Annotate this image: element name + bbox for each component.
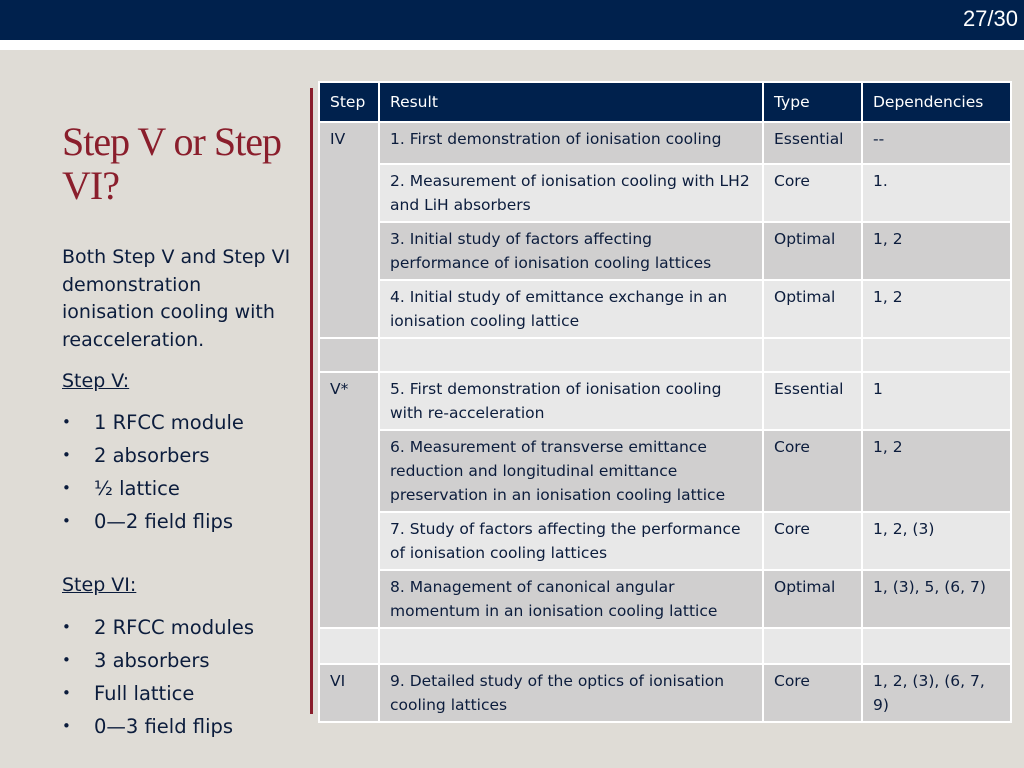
type-cell: Core	[763, 512, 862, 570]
deps-cell: 1	[862, 372, 1011, 430]
result-cell: 7. Study of factors affecting the performance of ionisation cooling lattices	[379, 512, 763, 570]
step-vi-bullet-list	[62, 611, 254, 743]
table-header-row	[319, 82, 1011, 122]
bullet-item: • ½ lattice	[62, 472, 244, 505]
deps-cell: --	[862, 122, 1011, 164]
header-step: Step	[319, 82, 379, 122]
result-cell: 5. First demonstration of ionisation cooling with re-acceleration	[379, 372, 763, 430]
result-cell: 9. Detailed study of the optics of ionisation cooling lattices	[379, 664, 763, 722]
bullet-item: • 0—3 field flips	[62, 710, 254, 743]
deps-cell: 1, (3), 5, (6, 7)	[862, 570, 1011, 628]
vertical-divider	[310, 88, 313, 714]
bullet-item: • Full lattice	[62, 677, 254, 710]
table-row	[319, 570, 1011, 628]
table-row	[319, 222, 1011, 280]
top-banner-stripe	[0, 40, 1024, 50]
step-v-bullet-list	[62, 406, 244, 538]
bullet-item: • 1 RFCC module	[62, 406, 244, 439]
type-cell: Essential	[763, 372, 862, 430]
results-table	[318, 81, 1012, 723]
step-cell: VI	[319, 664, 379, 722]
header-dependencies: Dependencies	[862, 82, 1011, 122]
step-cell: V*	[319, 372, 379, 628]
table-row	[319, 512, 1011, 570]
table-row	[319, 430, 1011, 512]
step-vi-heading: Step VI:	[62, 574, 137, 596]
bullet-item: • 2 absorbers	[62, 439, 244, 472]
top-banner	[0, 0, 1024, 40]
header-result: Result	[379, 82, 763, 122]
table-spacer-row	[319, 338, 1011, 372]
step-cell: IV	[319, 122, 379, 338]
bullet-item: • 2 RFCC modules	[62, 611, 254, 644]
deps-cell: 1, 2, (3), (6, 7, 9)	[862, 664, 1011, 722]
type-cell: Core	[763, 430, 862, 512]
deps-cell: 1, 2	[862, 222, 1011, 280]
table-spacer-row	[319, 628, 1011, 664]
intro-text: Both Step V and Step VI demonstration ionisation cooling with reacceleration.	[62, 246, 291, 351]
slide-number: 27/30	[962, 6, 1018, 31]
deps-cell: 1, 2, (3)	[862, 512, 1011, 570]
deps-cell: 1, 2	[862, 280, 1011, 338]
result-cell: 2. Measurement of ionisation cooling with LH2 and LiH absorbers	[379, 164, 763, 222]
bullet-item: • 3 absorbers	[62, 644, 254, 677]
step-v-heading: Step V:	[62, 370, 130, 392]
type-cell: Optimal	[763, 280, 862, 338]
result-cell: 3. Initial study of factors affecting performance of ionisation cooling lattices	[379, 222, 763, 280]
table-row	[319, 280, 1011, 338]
result-cell: 1. First demonstration of ionisation cooling	[379, 122, 763, 164]
type-cell: Core	[763, 164, 862, 222]
slide-title: Step V or Step VI?	[62, 119, 281, 208]
bullet-item: • 0—2 field flips	[62, 505, 244, 538]
deps-cell: 1, 2	[862, 430, 1011, 512]
type-cell: Core	[763, 664, 862, 722]
table-row	[319, 372, 1011, 430]
type-cell: Optimal	[763, 222, 862, 280]
table-row	[319, 664, 1011, 722]
type-cell: Essential	[763, 122, 862, 164]
result-cell: 6. Measurement of transverse emittance reduction and longitudinal emittance preservation in an ionisation cooling lattice	[379, 430, 763, 512]
table-row	[319, 122, 1011, 164]
result-cell: 4. Initial study of emittance exchange in an ionisation cooling lattice	[379, 280, 763, 338]
type-cell: Optimal	[763, 570, 862, 628]
header-type: Type	[763, 82, 862, 122]
deps-cell: 1.	[862, 164, 1011, 222]
result-cell: 8. Management of canonical angular momentum in an ionisation cooling lattice	[379, 570, 763, 628]
table-row	[319, 164, 1011, 222]
